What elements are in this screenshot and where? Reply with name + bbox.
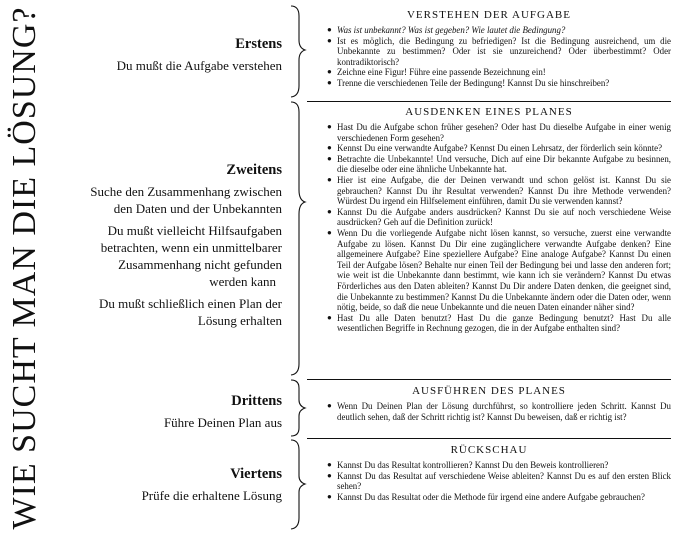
step-line: betrachten, wenn ein unmittelbarer bbox=[100, 240, 282, 255]
step-third bbox=[52, 393, 282, 431]
step-line: den Daten und der Unbekannten bbox=[113, 201, 282, 216]
vertical-title bbox=[2, 0, 48, 535]
step-heading: Viertens bbox=[230, 466, 282, 482]
steps-column bbox=[50, 0, 290, 535]
step-line: Suche den Zusammenhang zwischen bbox=[90, 184, 282, 199]
step-fourth bbox=[52, 466, 282, 504]
list-item: ● Kannst Du die Aufgabe anders ausdrücken? Kannst Du sie auf noch verschiedene Weise ausdrücken? Geh auf die Definition zurück! bbox=[307, 207, 671, 228]
list-item: ● Wenn Du Deinen Plan der Lösung durchführst, so kontrolliere jeden Schritt. Kannst Du deutlich sehen, daß der Schritt richtig ist? Kannst Du beweisen, daß er richtig ist? bbox=[307, 401, 671, 422]
list-item: ● Kannst Du das Resultat oder die Methode für irgend eine andere Aufgabe gebrauchen? bbox=[307, 492, 671, 503]
step-heading: Erstens bbox=[235, 36, 282, 52]
section-title: AUSFÜHREN DES PLANES bbox=[412, 385, 566, 397]
step-heading: Zweitens bbox=[226, 162, 282, 178]
list-item: ● Trenne die verschiedenen Teile der Bedingung! Kannst Du sie hinschreiben? bbox=[307, 78, 671, 89]
step-line: Du mußt die Aufgabe verstehen bbox=[116, 58, 282, 73]
list-item: ● Zeichne eine Figur! Führe eine passende Bezeichnung ein! bbox=[307, 67, 671, 78]
section-rule bbox=[307, 101, 671, 102]
list-item: ● Hast Du alle Daten benutzt? Hast Du die ganze Bedingung benutzt? Hast Du alle wesentlichen Begriffe in Rechnung gezogen, die in der Aufgabe enthalten sind? bbox=[307, 313, 671, 334]
section-title: AUSDENKEN EINES PLANES bbox=[405, 106, 573, 118]
list-item: ● Kannst Du das Resultat auf verschiedene Weise ableiten? Kannst Du es auf den ersten Blick sehen? bbox=[307, 471, 671, 492]
step-heading: Drittens bbox=[231, 393, 282, 409]
section-execution bbox=[307, 382, 671, 422]
step-second bbox=[52, 162, 282, 329]
section-title: VERSTEHEN DER AUFGABE bbox=[406, 9, 571, 21]
section-plan bbox=[307, 103, 671, 334]
list-item: ● Betrachte die Unbekannte! Und versuche, Dich auf eine Dir bekannte Aufgabe zu besinnen, die dieselbe oder eine ähnliche Unbekannte hat. bbox=[307, 154, 671, 175]
list-item: ● Wenn Du die vorliegende Aufgabe nicht lösen kannst, so versuche, zuerst eine verwandte Aufgabe zu lösen. Kannst Du Dir eine zugänglichere verwandte Aufgabe denken? Eine allgemeinere Aufgabe? Eine speziellere Aufgabe? Eine analoge Aufgabe? Kannst Du einen Teil der Aufgabe lösen? Behalte nur einen Teil der Bedingung bei und lasse den anderen fort; wie weit ist die Unbekannte dann bestimmt, wie kann ich sie verändern? Kannst Du etwas Förderliches aus den Daten ableiten? Kannst Du Dir andere Daten denken, die geeignet sind, die Unbekannte zu bestimmen? Kannst Du die Unbekannte ändern oder die Daten oder, wenn nötig, beide, so daß die neue Unbekannte und die neuen Daten einander näher sind? bbox=[307, 228, 671, 313]
title-text: WIE SUCHT MAN DIE LÖSUNG? bbox=[6, 6, 43, 529]
step-line: Prüfe die erhaltene Lösung bbox=[141, 488, 282, 503]
list-item: ● Hast Du die Aufgabe schon früher gesehen? Oder hast Du dieselbe Aufgabe in einer wenig verschiedenen Form gesehen? bbox=[307, 122, 671, 143]
step-line: Du mußt vielleicht Hilfsaufgaben bbox=[107, 223, 282, 238]
step-line: werden kann bbox=[209, 274, 276, 289]
guide-questions-column bbox=[307, 0, 671, 535]
list-item: ● Ist es möglich, die Bedingung zu befriedigen? Ist die Bedingung ausreichend, um die Unbekannte zu bestimmen? Oder ist sie unzureichend? Oder überbestimmt? Oder kontradiktorisch? bbox=[307, 36, 671, 68]
list-item: ● Was ist unbekannt? Was ist gegeben? Wie lautet die Bedingung? bbox=[307, 25, 671, 36]
section-rule bbox=[307, 438, 671, 439]
list-item: ● Hier ist eine Aufgabe, die der Deinen verwandt und schon gelöst ist. Kannst Du sie gebrauchen? Kannst Du ihr Resultat verwenden? Kannst Du ihre Methode verwenden? Würdest Du irgend ein Hilfselement einführen, damit Du sie verwenden kannst? bbox=[307, 175, 671, 207]
step-line: Du mußt schließlich einen Plan der bbox=[98, 296, 282, 311]
step-line: Zusammenhang nicht gefunden bbox=[118, 257, 282, 272]
step-line: Lösung erhalten bbox=[197, 313, 282, 328]
step-first bbox=[52, 36, 282, 74]
section-review bbox=[307, 441, 671, 502]
brace-divider bbox=[287, 0, 307, 535]
list-item: ● Kannst Du das Resultat kontrollieren? Kannst Du den Beweis kontrollieren? bbox=[307, 460, 671, 471]
section-understanding bbox=[307, 6, 671, 89]
section-rule bbox=[307, 379, 671, 380]
step-line: Führe Deinen Plan aus bbox=[163, 415, 282, 430]
list-item: ● Kennst Du eine verwandte Aufgabe? Kennst Du einen Lehrsatz, der förderlich sein könnte? bbox=[307, 143, 671, 154]
section-title: RÜCKSCHAU bbox=[450, 444, 528, 456]
